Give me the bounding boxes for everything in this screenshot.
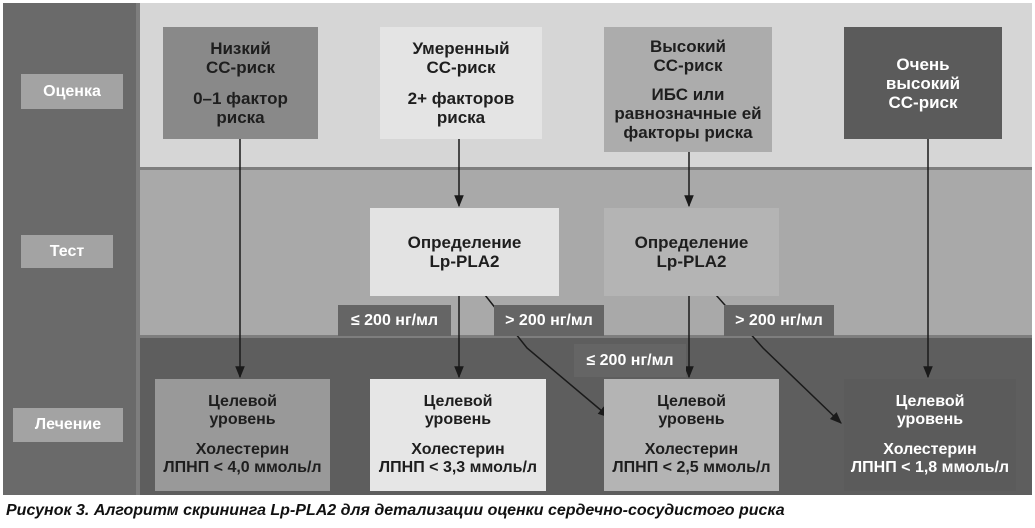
target-3-line4: ЛПНП < 2,5 ммоль/л: [612, 459, 771, 476]
risk-low-title2: СС-риск: [205, 58, 275, 77]
risk-very-high-title1: Очень: [896, 54, 950, 74]
risk-moderate-title2: СС-риск: [426, 58, 496, 77]
target-2-line1: Целевой: [423, 393, 493, 410]
threshold-high-low: ≤ 200 нг/мл: [574, 344, 686, 377]
target-3-line3: Холестерин: [644, 441, 739, 458]
test-high-line1: Определение: [634, 233, 749, 252]
threshold-high-high: > 200 нг/мл: [724, 305, 834, 336]
target-2-line2: уровень: [424, 411, 492, 428]
target-4-line4: ЛПНП < 1,8 ммоль/л: [850, 459, 1010, 476]
risk-moderate-title1: Умеренный: [412, 39, 510, 58]
threshold-moderate-high: > 200 нг/мл: [494, 305, 604, 336]
risk-high-detail2: равнозначные ей: [614, 104, 762, 123]
risk-high-box: [604, 27, 772, 152]
target-1-line4: ЛПНП < 4,0 ммоль/л: [163, 459, 322, 476]
target-2-line3: Холестерин: [411, 441, 505, 458]
target-4-line1: Целевой: [895, 393, 965, 410]
risk-low-title1: Низкий: [210, 39, 271, 58]
risk-high-title2: СС-риск: [653, 56, 723, 75]
target-1-line3: Холестерин: [195, 441, 290, 458]
risk-high-detail1: ИБС или: [651, 85, 725, 104]
target-3-line1: Целевой: [657, 393, 726, 410]
risk-very-high-box: [844, 27, 1002, 139]
figure-caption: Рисунок 3. Алгоритм скрининга Lp-PLA2 для детализации оценки сердечно-сосудистого риска: [6, 502, 785, 519]
test-high-line2: Lp-PLA2: [656, 252, 727, 271]
risk-very-high-title2: высокий: [885, 73, 961, 93]
target-1-line1: Целевой: [208, 393, 277, 410]
threshold-moderate-low: ≤ 200 нг/мл: [338, 305, 451, 336]
risk-moderate-detail2: риска: [436, 108, 486, 127]
risk-high-title1: Высокий: [649, 37, 727, 56]
row-label-test: Тест: [21, 235, 113, 268]
risk-low-box: [163, 27, 318, 139]
risk-low-detail1: 0–1 фактор: [193, 89, 288, 108]
risk-very-high-title3: СС-риск: [888, 92, 958, 112]
risk-high-detail3: факторы риска: [623, 123, 753, 142]
test-moderate-box: [370, 208, 559, 296]
target-3-line2: уровень: [658, 411, 725, 428]
test-moderate-line1: Определение: [407, 233, 522, 252]
diagram-frame: [3, 3, 1032, 495]
test-high-box: [604, 208, 779, 296]
target-box-1: [155, 379, 330, 491]
row-label-treatment: Лечение: [13, 408, 123, 442]
risk-low-detail2: риска: [216, 108, 265, 127]
risk-moderate-detail1: 2+ факторов: [407, 89, 515, 108]
test-moderate-line2: Lp-PLA2: [429, 252, 500, 271]
target-4-line2: уровень: [896, 411, 964, 428]
target-1-line2: уровень: [209, 411, 276, 428]
row-label-assessment: Оценка: [21, 74, 123, 109]
target-2-line4: ЛПНП < 3,3 ммоль/л: [378, 459, 538, 476]
target-box-3: [604, 379, 779, 491]
risk-moderate-box: [380, 27, 542, 139]
target-box-4: [844, 379, 1016, 491]
target-4-line3: Холестерин: [883, 441, 977, 458]
target-box-2: [370, 379, 546, 491]
